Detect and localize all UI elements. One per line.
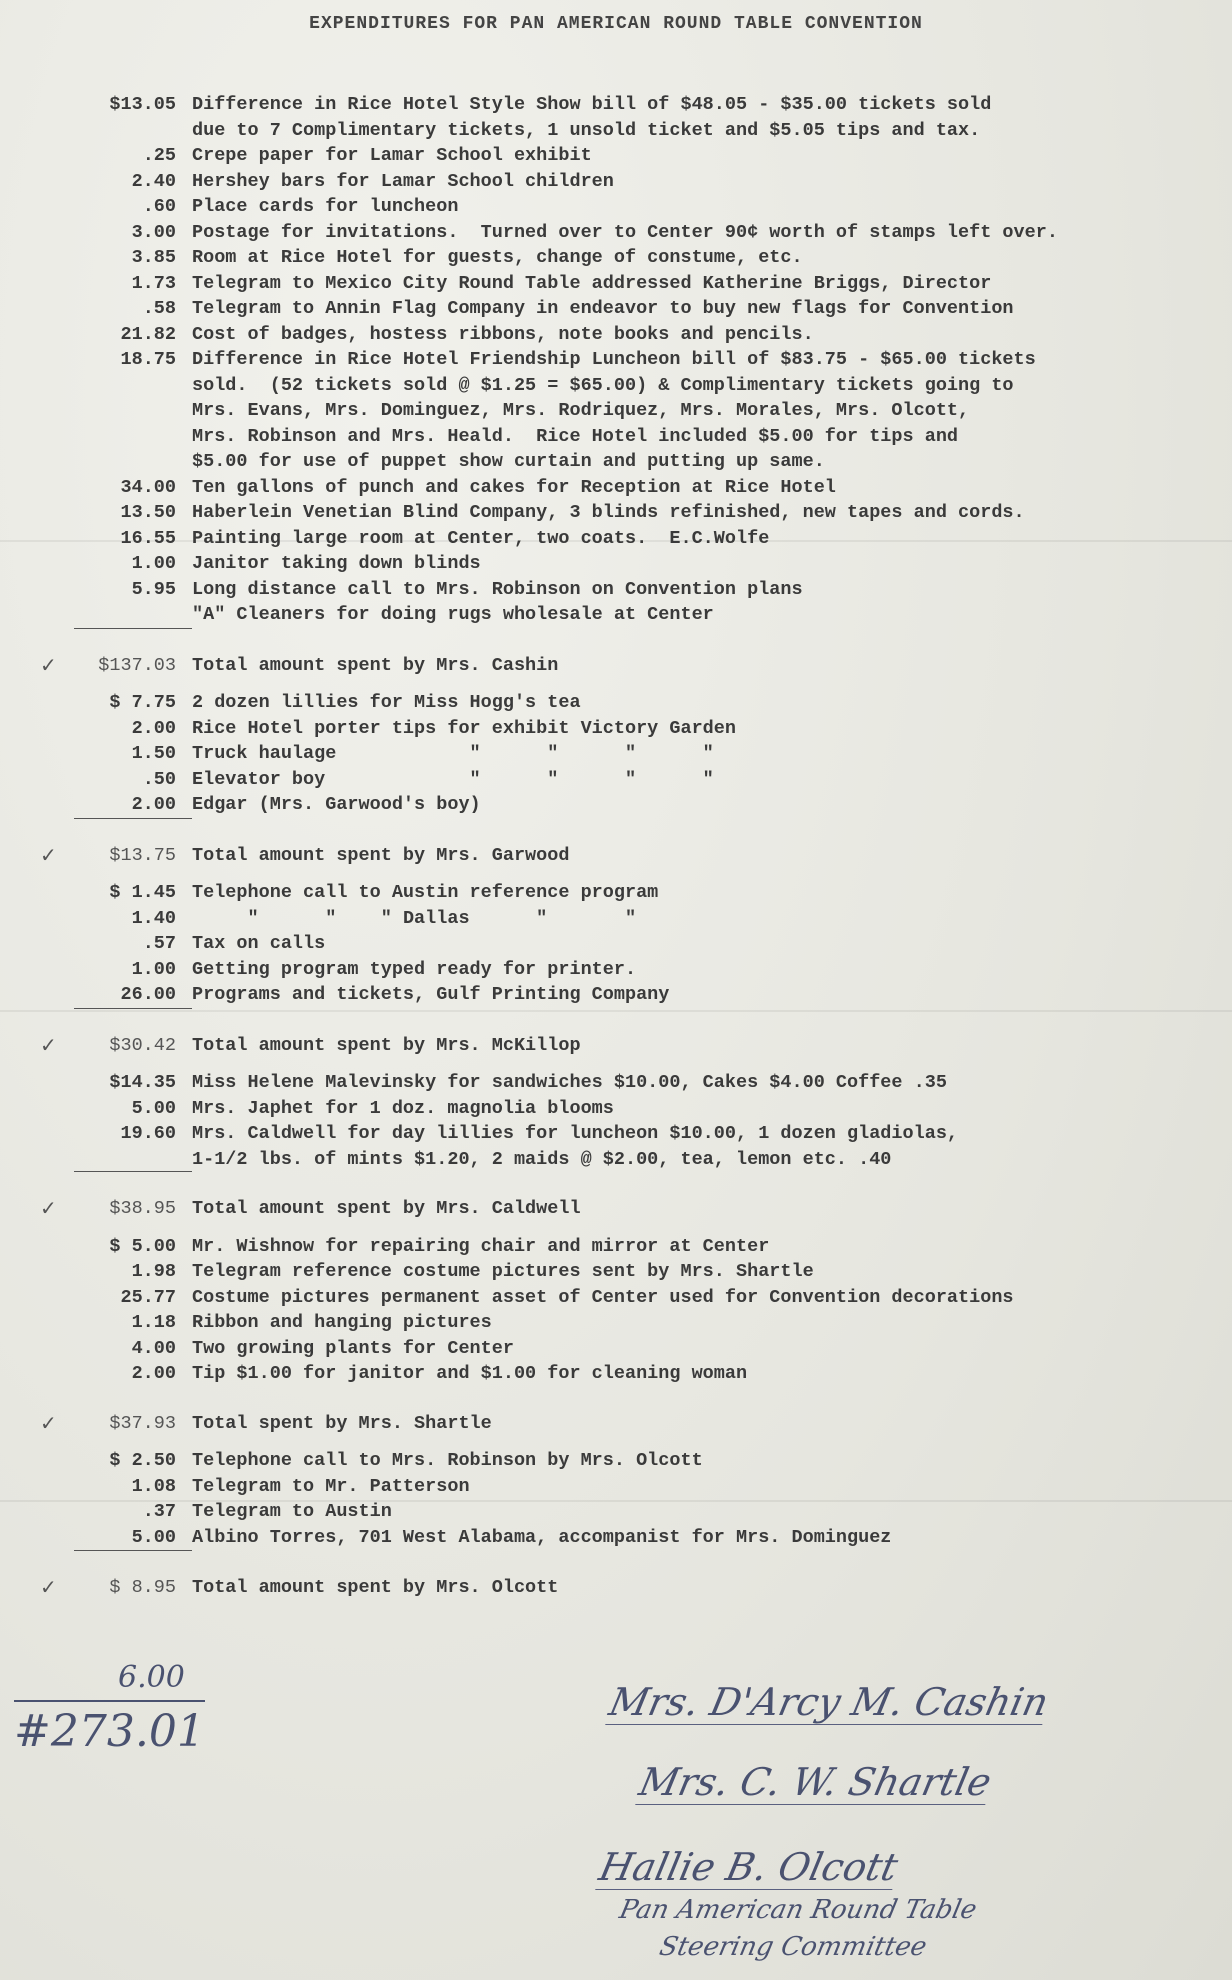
total-amount: $30.42 (109, 1034, 176, 1056)
expense-amount: 1.73 (131, 272, 176, 294)
handwritten-note: 6.00 (118, 1660, 185, 1695)
expense-row (74, 347, 1184, 475)
expense-row (74, 577, 1184, 603)
expense-amount: 13.50 (120, 502, 176, 523)
expense-row (74, 741, 1184, 767)
expense-description: Miss Helene Malevinsky for sandwiches $10.00, Cakes $4.00 Coffee .35 (192, 1072, 947, 1093)
expense-amount: $ 5.00 (109, 1235, 176, 1257)
section-total-row (40, 1575, 1184, 1601)
committee-line-1: Pan American Round Table (616, 1895, 980, 1925)
checkmark-icon: ✓ (40, 842, 57, 867)
expense-row (74, 143, 1184, 169)
checkmark-icon: ✓ (40, 652, 57, 677)
expense-description: Janitor taking down blinds (192, 553, 481, 574)
expense-amount: .50 (142, 768, 176, 790)
expense-amount: 2.40 (131, 170, 176, 192)
signature-shartle: Mrs. C. W. Shartle (635, 1760, 996, 1804)
expense-row (74, 1285, 1184, 1311)
expense-amount: $ 7.75 (109, 692, 176, 713)
expense-description: Cost of badges, hostess ribbons, note books and pencils. (192, 323, 814, 345)
expense-description: Long distance call to Mrs. Robinson on Convention plans (192, 578, 803, 600)
expense-amount: 2.00 (74, 792, 192, 819)
expense-amount: 26.00 (74, 982, 192, 1009)
total-description: Total amount spent by Mrs. Cashin (192, 654, 559, 676)
expense-row (74, 767, 1184, 793)
committee-line-2: Steering Committee (656, 1932, 930, 1962)
expense-amount: 3.85 (131, 247, 176, 268)
expense-amount (74, 602, 192, 629)
expense-row (74, 1070, 1184, 1096)
expense-row (74, 500, 1184, 526)
expense-amount: 1.08 (131, 1475, 176, 1497)
expense-amount: 1.98 (131, 1261, 176, 1282)
section-total-row (40, 1032, 1184, 1059)
expense-row (74, 602, 1184, 629)
expense-description: Two growing plants for Center (192, 1337, 514, 1359)
expense-row (74, 1448, 1184, 1474)
expense-row (74, 931, 1184, 957)
checkmark-icon: ✓ (40, 1196, 57, 1220)
expense-description: Rice Hotel porter tips for exhibit Victory Garden (192, 717, 736, 739)
expense-amount: 4.00 (131, 1337, 176, 1359)
expense-row (74, 906, 1184, 932)
expense-amount: 18.75 (120, 349, 176, 370)
total-amount: $37.93 (109, 1412, 176, 1434)
expense-amount: 5.95 (131, 578, 176, 600)
expense-description: Elevator boy " " " " (192, 768, 714, 790)
total-description: Total spent by Mrs. Shartle (192, 1412, 492, 1434)
expense-description: Programs and tickets, Gulf Printing Company (192, 984, 670, 1005)
expense-description: Telephone call to Austin reference program (192, 882, 659, 903)
signature-cashin: Mrs. D'Arcy M. Cashin (605, 1680, 1053, 1724)
expense-row (74, 245, 1184, 271)
expense-row (74, 1361, 1184, 1387)
expense-description: Hershey bars for Lamar School children (192, 170, 614, 192)
expense-row (74, 1310, 1184, 1336)
expense-description: Postage for invitations. Turned over to Center 90¢ worth of stamps left over. (192, 221, 1058, 243)
expense-description: 2 dozen lillies for Miss Hogg's tea (192, 692, 581, 713)
expense-description: Telegram to Annin Flag Company in endeavor to buy new flags for Convention (192, 298, 1014, 319)
expense-description: Ribbon and hanging pictures (192, 1312, 492, 1333)
expense-row (74, 957, 1184, 983)
section-total-row (40, 652, 1184, 679)
expense-row (74, 1499, 1184, 1525)
expenditure-list (40, 92, 1184, 1613)
total-description: Total amount spent by Mrs. Olcott (192, 1577, 559, 1598)
expense-description: Albino Torres, 701 West Alabama, accompanist for Mrs. Dominguez (192, 1526, 892, 1548)
expense-amount: 16.55 (120, 527, 176, 549)
expense-description: Ten gallons of punch and cakes for Reception at Rice Hotel (192, 476, 836, 498)
total-amount: $ 8.95 (109, 1577, 176, 1598)
expense-amount: 1.18 (131, 1312, 176, 1333)
expense-row (74, 1474, 1184, 1500)
expense-amount: .25 (142, 145, 176, 166)
expense-row (74, 551, 1184, 577)
total-description: Total amount spent by Mrs. Garwood (192, 844, 570, 866)
expense-description: Mr. Wishnow for repairing chair and mirror at Center (192, 1235, 770, 1257)
expense-row (74, 526, 1184, 552)
expense-description: Telegram reference costume pictures sent by Mrs. Shartle (192, 1261, 814, 1282)
expense-amount: 25.77 (120, 1286, 176, 1308)
expense-description: Getting program typed ready for printer. (192, 958, 637, 980)
expense-description: Difference in Rice Hotel Friendship Luncheon bill of $83.75 - $65.00 tickets sold. (52 tickets sold @ $1.25 = $65.00) & Complimentary tickets going to Mrs. Evans, Mrs. Dominguez, Mrs. Rodriquez, Mrs. Morales, Mrs. Olcott, Mrs. Robinson and Mrs. Heald. Rice Hotel included $5.00 for tips and $5.00 for use of puppet show curtain and putting up same. (192, 349, 1036, 472)
expense-description: Telegram to Mr. Patterson (192, 1475, 470, 1497)
total-description: Total amount spent by Mrs. McKillop (192, 1034, 581, 1056)
expense-description: Tax on calls (192, 933, 326, 954)
expense-row (74, 716, 1184, 742)
expense-row (74, 1234, 1184, 1260)
expense-description: Place cards for luncheon (192, 196, 459, 217)
expense-amount: 2.00 (131, 1363, 176, 1384)
handwritten-grand-total: #273.01 (14, 1700, 205, 1757)
expense-amount: 19.60 (74, 1121, 192, 1172)
section-total-row (40, 1410, 1184, 1437)
total-amount: $137.03 (98, 654, 176, 676)
expense-amount: $ 1.45 (109, 882, 176, 903)
total-amount: $13.75 (109, 844, 176, 866)
expense-description: Telephone call to Mrs. Robinson by Mrs. Olcott (192, 1450, 703, 1471)
expense-description: Crepe paper for Lamar School exhibit (192, 145, 592, 166)
expense-description: Room at Rice Hotel for guests, change of constume, etc. (192, 247, 803, 268)
expense-amount: .37 (142, 1501, 176, 1522)
checkmark-icon: ✓ (40, 1410, 57, 1435)
expense-row (74, 1259, 1184, 1285)
expense-amount: $13.05 (109, 94, 176, 115)
expense-description: Tip $1.00 for janitor and $1.00 for cleaning woman (192, 1363, 748, 1384)
expense-amount: 5.00 (131, 1097, 176, 1119)
expense-description: Difference in Rice Hotel Style Show bill of $48.05 - $35.00 tickets sold due to 7 Complimentary tickets, 1 unsold ticket and $5.05 tips and tax. (192, 94, 992, 141)
expense-description: Mrs. Caldwell for day lillies for luncheon $10.00, 1 dozen gladiolas, 1-1/2 lbs. of mints $1.20, 2 maids @ $2.00, tea, lemon etc. .40 (192, 1123, 959, 1170)
expense-row (74, 271, 1184, 297)
expense-row (74, 475, 1184, 501)
expense-description: Edgar (Mrs. Garwood's boy) (192, 794, 481, 815)
expense-row (74, 220, 1184, 246)
expense-row (74, 1121, 1184, 1172)
expense-amount: 34.00 (120, 476, 176, 498)
expense-description: Telegram to Mexico City Round Table addressed Katherine Briggs, Director (192, 272, 992, 294)
expense-amount: 2.00 (131, 717, 176, 739)
expense-amount: 5.00 (74, 1525, 192, 1552)
expense-description: "A" Cleaners for doing rugs wholesale at Center (192, 604, 714, 625)
expense-row (74, 169, 1184, 195)
expense-row (74, 322, 1184, 348)
expense-description: Haberlein Venetian Blind Company, 3 blinds refinished, new tapes and cords. (192, 502, 1025, 523)
section-total-row (40, 1196, 1184, 1222)
expense-amount: 1.50 (131, 743, 176, 764)
section-total-row (40, 842, 1184, 869)
expense-amount: 1.40 (131, 907, 176, 929)
expense-amount: .58 (142, 298, 176, 319)
expense-description: Truck haulage " " " " (192, 743, 714, 764)
expense-amount: .60 (142, 196, 176, 217)
expense-amount: 1.00 (131, 958, 176, 980)
expense-row (74, 1096, 1184, 1122)
expense-amount: .57 (142, 933, 176, 954)
expense-row (74, 792, 1184, 819)
expense-row (74, 1336, 1184, 1362)
expense-description: " " " Dallas " " (192, 907, 637, 929)
expense-row (74, 690, 1184, 716)
expense-row (74, 296, 1184, 322)
expense-row (74, 1525, 1184, 1552)
total-description: Total amount spent by Mrs. Caldwell (192, 1198, 581, 1219)
expense-amount: $ 2.50 (109, 1450, 176, 1471)
checkmark-icon: ✓ (40, 1032, 57, 1057)
expense-row (74, 982, 1184, 1009)
checkmark-icon: ✓ (40, 1575, 57, 1599)
expense-description: Painting large room at Center, two coats. E.C.Wolfe (192, 527, 770, 549)
expense-row (74, 194, 1184, 220)
expense-row (74, 92, 1184, 143)
expense-amount: 21.82 (120, 323, 176, 345)
total-amount: $38.95 (109, 1198, 176, 1219)
expense-amount: 1.00 (131, 553, 176, 574)
expense-row (74, 880, 1184, 906)
expense-description: Costume pictures permanent asset of Center used for Convention decorations (192, 1286, 1014, 1308)
document-title: EXPENDITURES FOR PAN AMERICAN ROUND TABLE CONVENTION (309, 14, 923, 34)
signature-olcott: Hallie B. Olcott (595, 1845, 902, 1889)
expense-description: Telegram to Austin (192, 1501, 392, 1522)
expense-amount: 3.00 (131, 221, 176, 243)
expense-description: Mrs. Japhet for 1 doz. magnolia blooms (192, 1097, 614, 1119)
expense-amount: $14.35 (109, 1072, 176, 1093)
